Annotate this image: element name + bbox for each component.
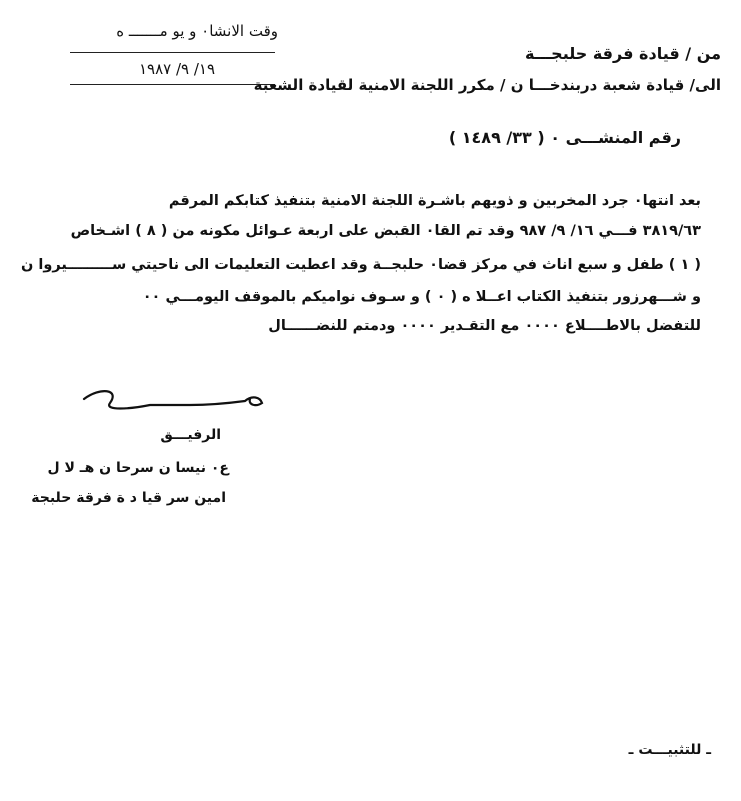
- origin-time-label: وقت الانشا٠ و يو مـــــــ ه: [116, 22, 278, 40]
- document-date: ١٩/ ٩/ ١٩٨٧: [138, 60, 216, 78]
- filing-note: ـ للتثبيـــت ـ: [628, 742, 711, 758]
- body-line: ٣٨١٩/٦٣ فـــي ١٦/ ٩/ ٩٨٧ وقد تم القا٠ القبض على اربعة عـوائل مكونه من ( ٨ ) اشـخاص: [70, 223, 701, 239]
- divider-line: [70, 52, 275, 53]
- divider-line: [70, 84, 275, 85]
- body-line: بعد انتها٠ جرد المخربين و ذويهم باشـرة اللجنة الامنية بتنفيذ كتابكم المرقم: [168, 193, 701, 209]
- reference-number: رقم المنشـــى ٠ ( ٣٣/ ١٤٨٩ ): [448, 128, 681, 147]
- body-line: و شـــهرزور بتنفيذ الكتاب اعــلا ه ( ٠ ) و سـوف نواميكم بالموقف اليومـــي ٠٠: [142, 289, 701, 305]
- signatory-position: امين سر قيا د ة فرقة حلبجة: [31, 490, 226, 506]
- body-line: ( ١ ) طفل و سبع اناث في مركز قضا٠ حلبجــة وقد اعطيت التعليمات الى ناحيتي ســـــــــيروا ن: [21, 257, 701, 273]
- sender-line: من / قيادة فرقة حلبجـــة: [525, 44, 721, 63]
- handwritten-signature: [80, 385, 270, 425]
- recipient-line: الى/ قيادة شعبة دربندخـــا ن / مكرر اللجنة الامنية لقيادة الشعبة: [253, 76, 721, 94]
- signatory-title: الرفيـــق: [160, 427, 221, 443]
- body-line: للتفضل بالاطــــلاع ٠٠٠٠ مع التقـدير ٠٠٠٠ ودمتم للنضــــــال: [268, 318, 701, 334]
- signatory-name: ع٠ نيسا ن سرحا ن هـ لا ل: [47, 460, 229, 476]
